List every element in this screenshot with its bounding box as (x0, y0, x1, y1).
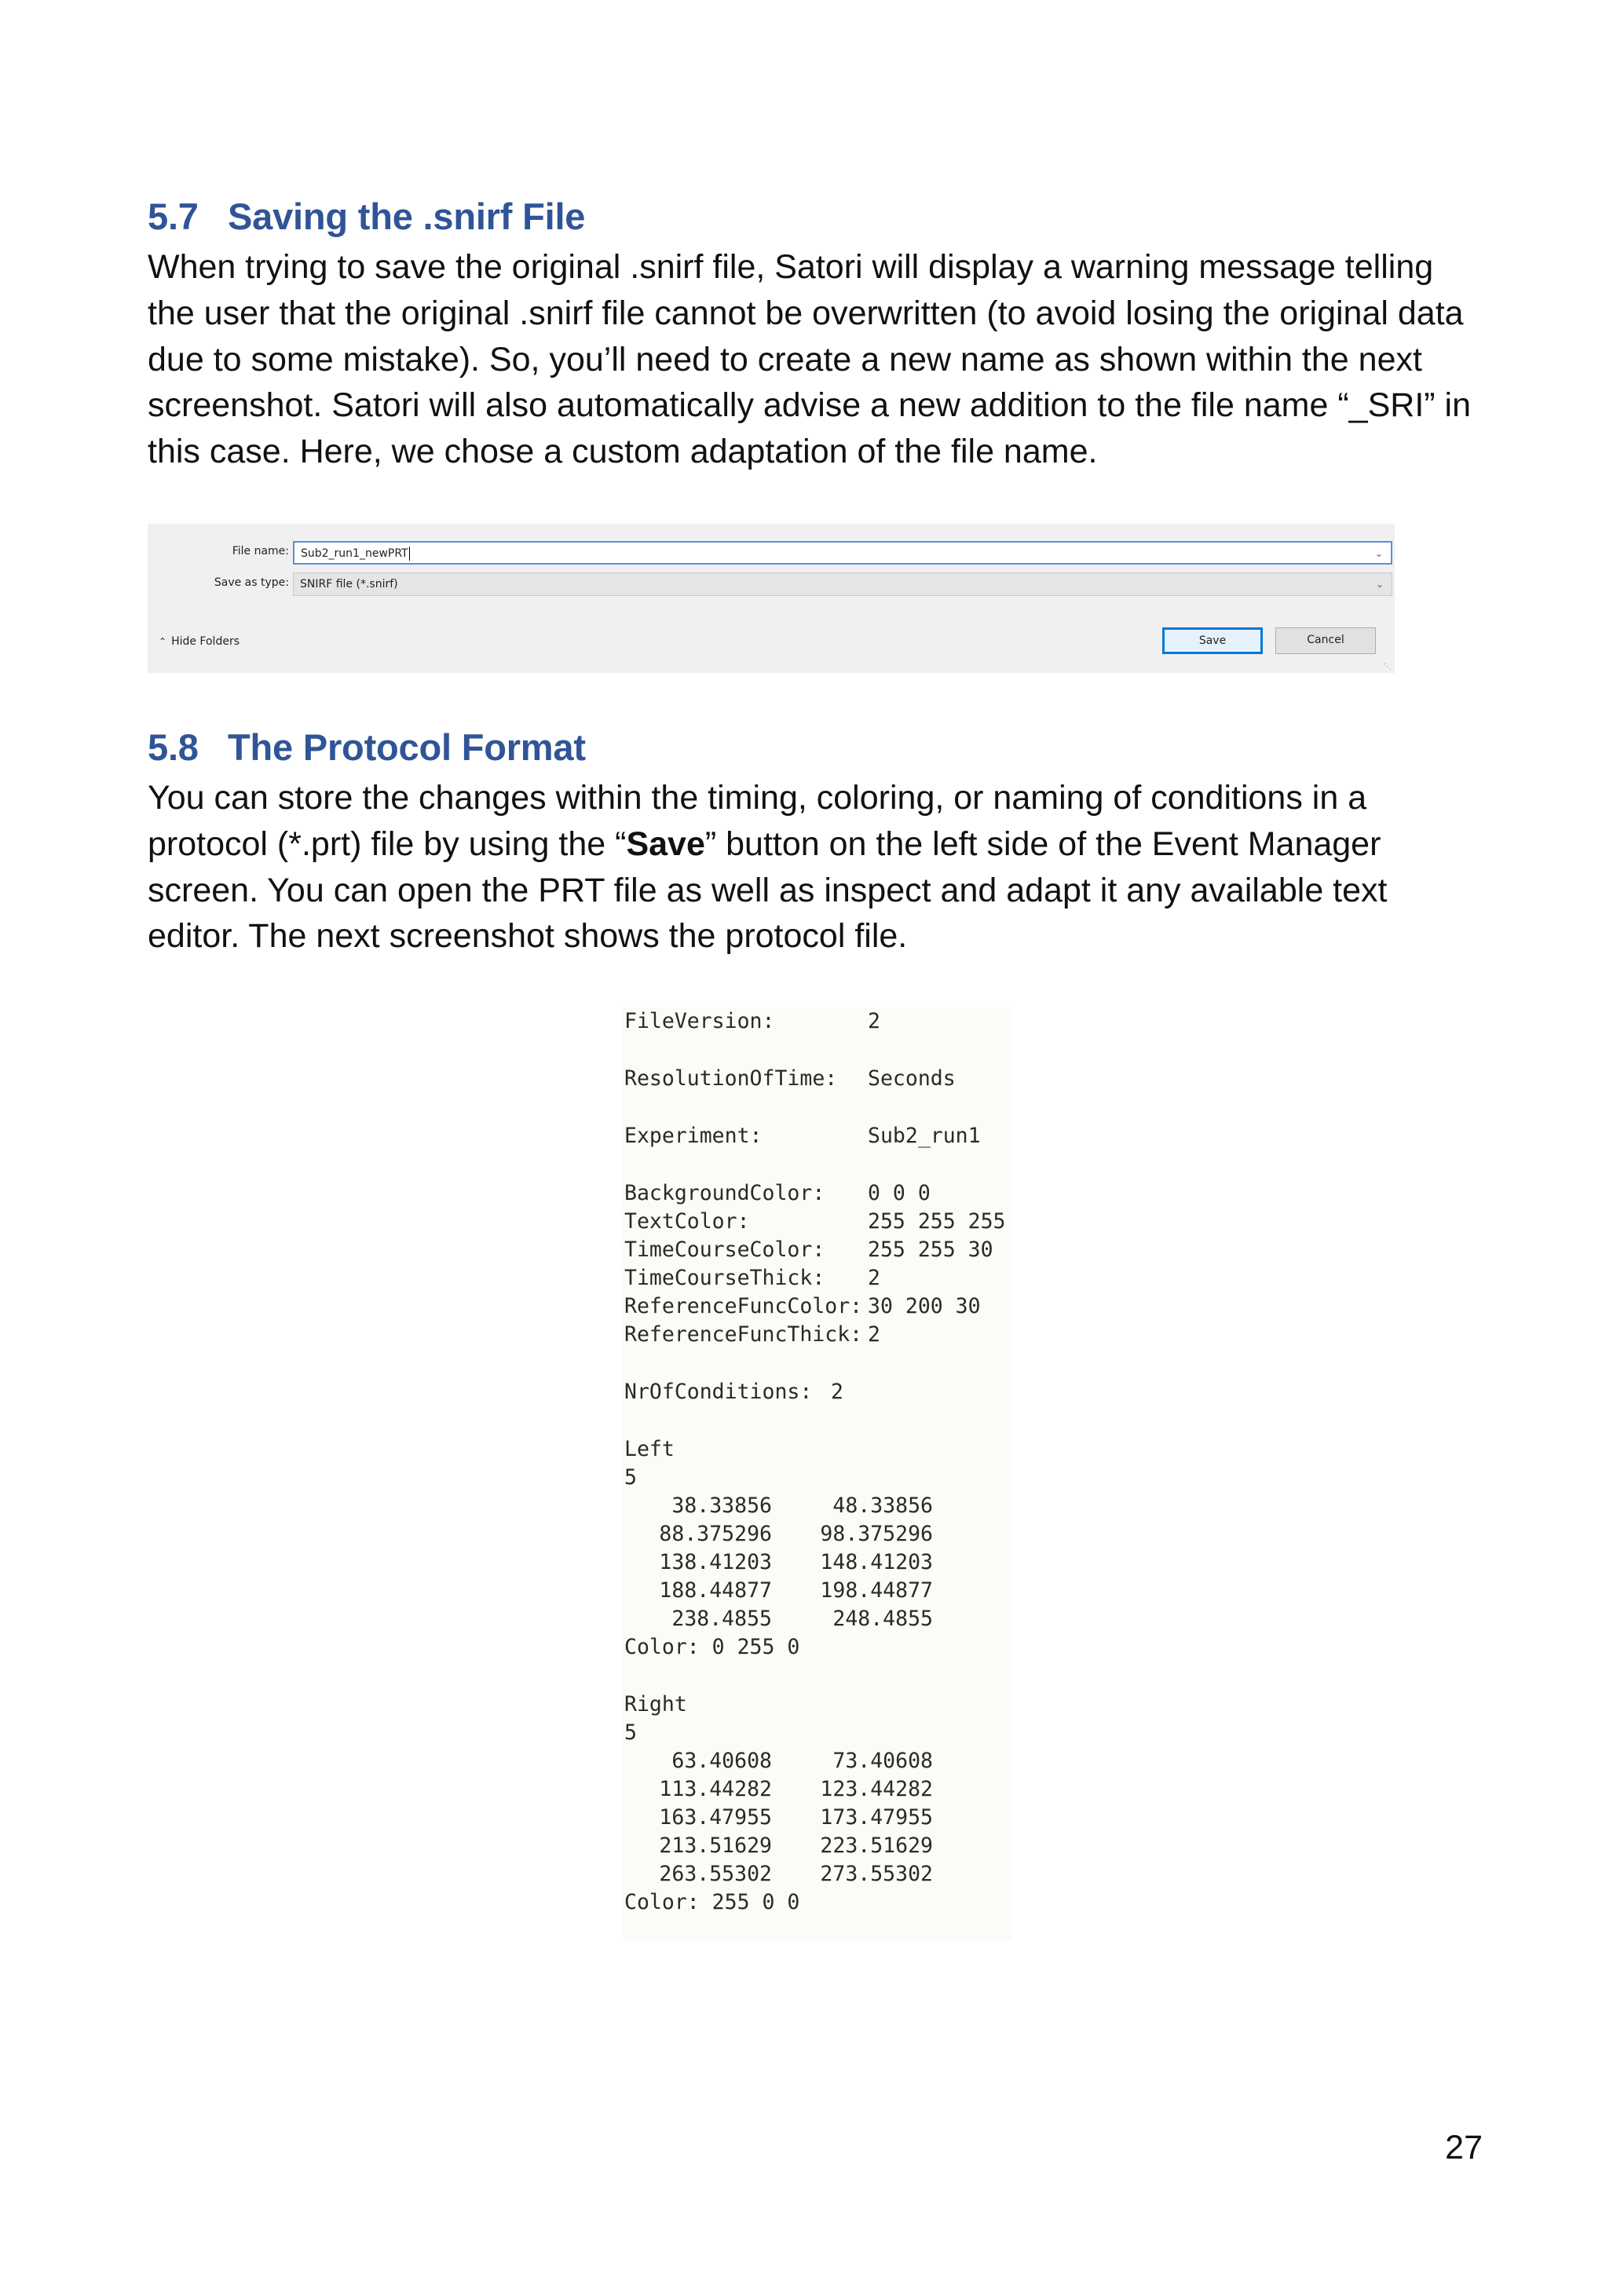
interval-start: 163.47955 (659, 1805, 772, 1830)
condition-color: Color: 0 255 0 (624, 1635, 800, 1659)
prt-value: 2 (831, 1380, 843, 1404)
section-5-8-paragraph (148, 775, 1483, 960)
interval-end: 73.40608 (832, 1749, 933, 1773)
protocol-file-screenshot (623, 1007, 1011, 1940)
interval-start: 188.44877 (659, 1578, 772, 1603)
paragraph-text: You can store the changes within the timing, coloring, or naming of conditions in a protocol (*.prt) file by using the “ (148, 779, 1367, 863)
interval-start: 263.55302 (659, 1862, 772, 1886)
prt-key: BackgroundColor: (624, 1181, 825, 1205)
interval-end: 223.51629 (820, 1834, 933, 1858)
prt-key: ReferenceFuncThick: (624, 1322, 863, 1347)
save-type-value: SNIRF file (*.snirf) (300, 578, 398, 590)
interval-start: 38.33856 (671, 1493, 772, 1518)
prt-key: FileVersion: (624, 1009, 775, 1033)
cancel-button[interactable]: Cancel (1275, 627, 1376, 654)
interval-start: 88.375296 (659, 1522, 772, 1546)
section-title: Saving the .snirf File (228, 196, 586, 237)
resize-grip-icon[interactable]: ⋱ (1384, 663, 1392, 671)
text-caret (409, 547, 410, 561)
paragraph-text: ” button on the left side of the Event Manager screen. You can open the PRT file as well as inspect and adapt it any available text editor. The next screenshot shows the protocol file. (148, 824, 1388, 956)
section-5-7-paragraph: When trying to save the original .snirf file, Satori will display a warning message telling the user that the original .snirf file cannot be overwritten (to avoid losing the original data due to some mistake). So, you’ll need to create a new name as shown within the next screenshot. Satori will also automatically advise a new addition to the file name “_SRI” in this case. Here, we chose a custom adaptation of the file name. (148, 248, 1471, 471)
prt-key: NrOfConditions: (624, 1380, 813, 1404)
save-button[interactable]: Save (1162, 627, 1263, 654)
prt-value: 2 (868, 1009, 880, 1033)
save-dialog-screenshot (148, 524, 1395, 673)
prt-value: 30 200 30 (868, 1294, 981, 1318)
interval-end: 48.33856 (832, 1493, 933, 1518)
interval-end: 173.47955 (820, 1805, 933, 1830)
prt-key: ReferenceFuncColor: (624, 1294, 863, 1318)
prt-key: ResolutionOfTime: (624, 1066, 838, 1091)
hide-folders-label: Hide Folders (171, 635, 240, 648)
section-5-7-heading (148, 195, 585, 238)
interval-start: 238.4855 (671, 1607, 772, 1631)
condition-count: 5 (624, 1465, 637, 1490)
prt-value: 255 255 30 (868, 1238, 993, 1262)
interval-end: 248.4855 (832, 1607, 933, 1631)
interval-start: 63.40608 (671, 1749, 772, 1773)
file-name-input[interactable] (293, 541, 1392, 565)
condition-count: 5 (624, 1720, 637, 1745)
chevron-down-icon[interactable]: ⌄ (1374, 548, 1383, 559)
hide-folders-toggle[interactable] (159, 635, 240, 648)
prt-value: Seconds (868, 1066, 956, 1091)
interval-end: 123.44282 (820, 1777, 933, 1801)
interval-start: 138.41203 (659, 1550, 772, 1574)
prt-value: 255 255 255 (868, 1209, 1006, 1234)
section-title: The Protocol Format (228, 726, 586, 768)
save-emphasis: Save (626, 824, 705, 863)
prt-value: 0 0 0 (868, 1181, 931, 1205)
section-number: 5.7 (148, 196, 199, 237)
interval-start: 113.44282 (659, 1777, 772, 1801)
condition-color: Color: 255 0 0 (624, 1890, 800, 1914)
condition-name: Left (624, 1437, 675, 1461)
section-5-8-heading (148, 726, 586, 769)
prt-value: Sub2_run1 (868, 1124, 981, 1148)
interval-end: 273.55302 (820, 1862, 933, 1886)
prt-value: 2 (868, 1266, 880, 1290)
save-type-label: Save as type: (214, 576, 289, 589)
interval-end: 198.44877 (820, 1578, 933, 1603)
section-number: 5.8 (148, 726, 199, 768)
file-name-label: File name: (232, 545, 289, 558)
interval-end: 98.375296 (820, 1522, 933, 1546)
prt-key: Experiment: (624, 1124, 763, 1148)
prt-value: 2 (868, 1322, 880, 1347)
prt-key: TimeCourseColor: (624, 1238, 825, 1262)
interval-start: 213.51629 (659, 1834, 772, 1858)
page-number: 27 (1445, 2129, 1483, 2166)
interval-end: 148.41203 (820, 1550, 933, 1574)
chevron-up-icon: ⌃ (159, 636, 167, 647)
condition-name: Right (624, 1692, 687, 1717)
chevron-down-icon[interactable]: ⌄ (1375, 579, 1384, 590)
save-type-select[interactable] (293, 572, 1392, 596)
file-name-value: Sub2_run1_newPRT (301, 547, 408, 560)
prt-key: TextColor: (624, 1209, 750, 1234)
prt-key: TimeCourseThick: (624, 1266, 825, 1290)
